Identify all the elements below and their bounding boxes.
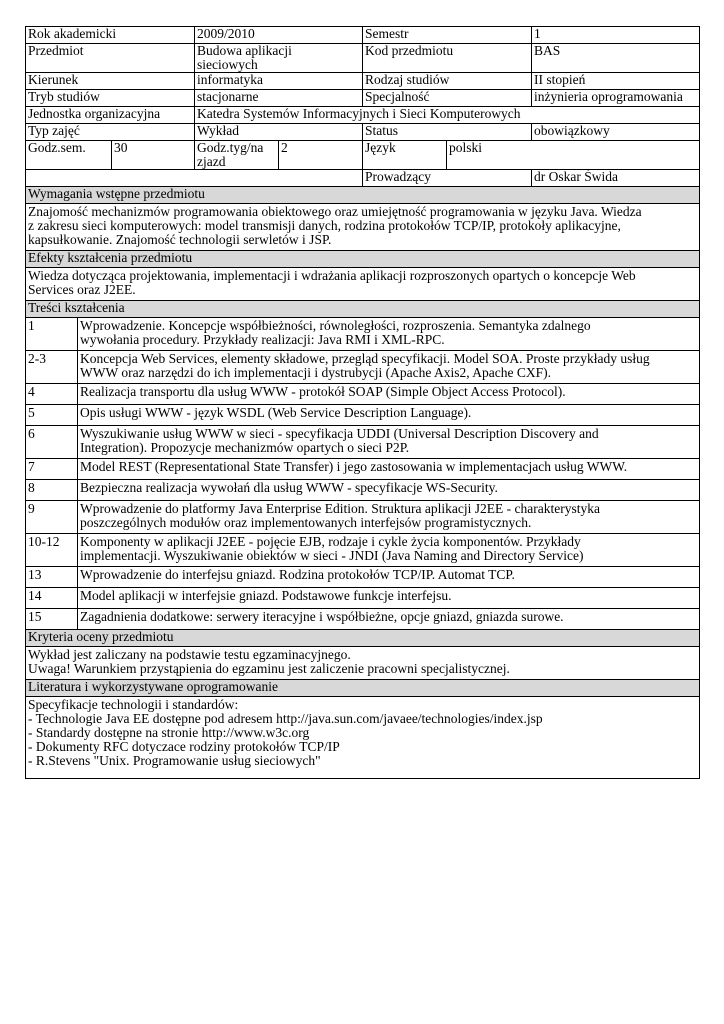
tresci-row-text <box>78 405 700 426</box>
godz-tyg-value: 2 <box>279 141 363 170</box>
tresci-row-line: Bezpieczna realizacja wywołań dla usług WWW - specyfikacje WS-Security. <box>80 480 498 495</box>
godz-tyg-label <box>195 141 279 170</box>
efekty-line: Services oraz J2EE. <box>28 282 136 297</box>
tresci-row-line: Model aplikacji w interfejsie gniazd. Podstawowe funkcje interfejsu. <box>80 588 452 603</box>
tresci-row-num: 15 <box>26 609 78 630</box>
tresci-row-num: 10-12 <box>26 534 78 567</box>
tresci-row-line: Wprowadzenie. Koncepcje współbieżności, równoległości, rozproszenia. Semantyka zdalnego <box>80 318 591 333</box>
tresci-row-line: Realizacja transportu dla usług WWW - protokół SOAP (Simple Object Access Protocol). <box>80 384 566 399</box>
efekty-line: Wiedza dotycząca projektowania, implementacji i wdrażania aplikacji rozproszonych opartych o koncepcje Web <box>28 268 636 283</box>
tresci-row-num: 1 <box>26 318 78 351</box>
tresci-row-line: Wprowadzenie do platformy Java Enterprise Edition. Struktura aplikacji J2EE - charakterystyka <box>80 501 600 516</box>
literatura-line: - Dokumenty RFC dotyczace rodziny protokołów TCP/IP <box>28 739 340 754</box>
tresci-row-line: Opis usługi WWW - język WSDL (Web Service Description Language). <box>80 405 472 420</box>
tresci-row-text <box>78 459 700 480</box>
literatura-line: - R.Stevens "Unix. Programowanie usług sieciowych" <box>28 753 321 768</box>
tresci-row-line: poszczególnych modułów oraz implementowanych interfejsów programistycznych. <box>80 515 532 530</box>
godz-tyg-label-line: Godz.tyg/na <box>197 140 264 155</box>
tresci-row-text <box>78 567 700 588</box>
tresci-row-text <box>78 534 700 567</box>
przedmiot-value-line: Budowa aplikacji <box>197 43 292 58</box>
tresci-row-num: 6 <box>26 426 78 459</box>
kryteria-title: Kryteria oceny przedmiotu <box>26 630 700 647</box>
literatura-line: - Technologie Java EE dostępne pod adresem http://java.sun.com/javaee/technologies/index.jsp <box>28 711 543 726</box>
tresci-row-num: 2-3 <box>26 351 78 384</box>
semestr-value: 1 <box>532 27 700 44</box>
kod-przedmiotu-label: Kod przedmiotu <box>363 44 532 73</box>
tresci-row-line: Model REST (Representational State Transfer) i jego zastosowania w implementacjach usług WWW. <box>80 459 628 474</box>
efekty-text <box>26 268 700 301</box>
empty-cell <box>26 170 363 187</box>
tresci-row-num: 5 <box>26 405 78 426</box>
tresci-row-text <box>78 351 700 384</box>
rok-akademicki-label: Rok akademicki <box>26 27 195 44</box>
tresci-row-num: 13 <box>26 567 78 588</box>
course-content-table <box>25 186 700 779</box>
typ-zajec-label: Typ zajęć <box>26 124 195 141</box>
tryb-studiow-label: Tryb studiów <box>26 90 195 107</box>
kierunek-label: Kierunek <box>26 73 195 90</box>
tresci-row-line: wywołania procedury. Przykłady realizacji: Java RMI i XML-RPC. <box>80 332 445 347</box>
tresci-row-text <box>78 318 700 351</box>
rok-akademicki-value: 2009/2010 <box>195 27 363 44</box>
literatura-line: - Standardy dostępne na stronie http://www.w3c.org <box>28 725 310 740</box>
tresci-row-num: 9 <box>26 501 78 534</box>
jezyk-label: Język <box>363 141 447 170</box>
rodzaj-studiow-label: Rodzaj studiów <box>363 73 532 90</box>
wymagania-title: Wymagania wstępne przedmiotu <box>26 187 700 204</box>
tresci-title: Treści kształcenia <box>26 301 700 318</box>
tresci-row-line: Koncepcja Web Services, elementy składowe, przegląd specyfikacji. Model SOA. Proste przykłady usług <box>80 351 650 366</box>
typ-zajec-value: Wykład <box>195 124 363 141</box>
przedmiot-label: Przedmiot <box>26 44 195 73</box>
efekty-title: Efekty kształcenia przedmiotu <box>26 251 700 268</box>
prowadzacy-label: Prowadzący <box>363 170 532 187</box>
jednostka-label: Jednostka organizacyjna <box>26 107 195 124</box>
wymagania-text <box>26 204 700 251</box>
tresci-row-line: WWW oraz narzędzi do ich implementacji i dystrubycji (Apache Axis2, Apache CXF). <box>80 365 551 380</box>
course-sheet <box>25 26 699 779</box>
tresci-row-num: 14 <box>26 588 78 609</box>
jezyk-value: polski <box>447 141 700 170</box>
tresci-row-text <box>78 501 700 534</box>
tresci-row-num: 8 <box>26 480 78 501</box>
tresci-row-text <box>78 480 700 501</box>
godz-tyg-label-line: zjazd <box>197 154 226 169</box>
literatura-text <box>26 697 700 779</box>
kryteria-line: Uwaga! Warunkiem przystąpienia do egzaminu jest zaliczenie pracowni specjalistycznej. <box>28 661 510 676</box>
course-info-table <box>25 26 700 187</box>
tresci-row-num: 4 <box>26 384 78 405</box>
specjalnosc-value: inżynieria oprogramowania <box>532 90 700 107</box>
semestr-label: Semestr <box>363 27 532 44</box>
kryteria-line: Wykład jest zaliczany na podstawie testu egzaminacyjnego. <box>28 647 351 662</box>
rodzaj-studiow-value: II stopień <box>532 73 700 90</box>
literatura-title: Literatura i wykorzystywane oprogramowanie <box>26 680 700 697</box>
status-value: obowiązkowy <box>532 124 700 141</box>
tresci-row-line: Integration). Propozycje mechanizmów opartych o sieci P2P. <box>80 440 410 455</box>
tresci-row-text <box>78 588 700 609</box>
kierunek-value: informatyka <box>195 73 363 90</box>
tresci-row-text <box>78 609 700 630</box>
tresci-row-text <box>78 426 700 459</box>
tryb-studiow-value: stacjonarne <box>195 90 363 107</box>
jednostka-value: Katedra Systemów Informacyjnych i Sieci Komputerowych <box>195 107 700 124</box>
wymagania-line: Znajomość mechanizmów programowania obiektowego oraz umiejętność programowania w języku Java. Wiedza <box>28 204 642 219</box>
prowadzacy-value: dr Oskar Świda <box>532 170 700 187</box>
tresci-row-num: 7 <box>26 459 78 480</box>
przedmiot-value <box>195 44 363 73</box>
status-label: Status <box>363 124 532 141</box>
tresci-row-line: Wyszukiwanie usług WWW w sieci - specyfikacja UDDI (Universal Description Discovery and <box>80 426 599 441</box>
tresci-row-line: Zagadnienia dodatkowe: serwery iteracyjne i współbieżne, opcje gniazd, gniazda surowe. <box>80 609 564 624</box>
kod-przedmiotu-value: BAS <box>532 44 700 73</box>
wymagania-line: kapsułkowanie. Znajomość technologii serwletów i JSP. <box>28 232 332 247</box>
specjalnosc-label: Specjalność <box>363 90 532 107</box>
godz-sem-label: Godz.sem. <box>26 141 112 170</box>
przedmiot-value-line: sieciowych <box>197 57 258 72</box>
literatura-line: Specyfikacje technologii i standardów: <box>28 697 239 712</box>
tresci-row-line: implementacji. Wyszukiwanie obiektów w sieci - JNDI (Java Naming and Directory Service) <box>80 548 584 563</box>
tresci-row-line: Wprowadzenie do interfejsu gniazd. Rodzina protokołów TCP/IP. Automat TCP. <box>80 567 515 582</box>
tresci-row-line: Komponenty w aplikacji J2EE - pojęcie EJB, rodzaje i cykle życia komponentów. Przykłady <box>80 534 581 549</box>
wymagania-line: z zakresu sieci komputerowych: model transmisji danych, rodzina protokołów TCP/IP, protokoły aplikacyjne, <box>28 218 621 233</box>
godz-sem-value: 30 <box>112 141 195 170</box>
kryteria-text <box>26 647 700 680</box>
tresci-row-text <box>78 384 700 405</box>
